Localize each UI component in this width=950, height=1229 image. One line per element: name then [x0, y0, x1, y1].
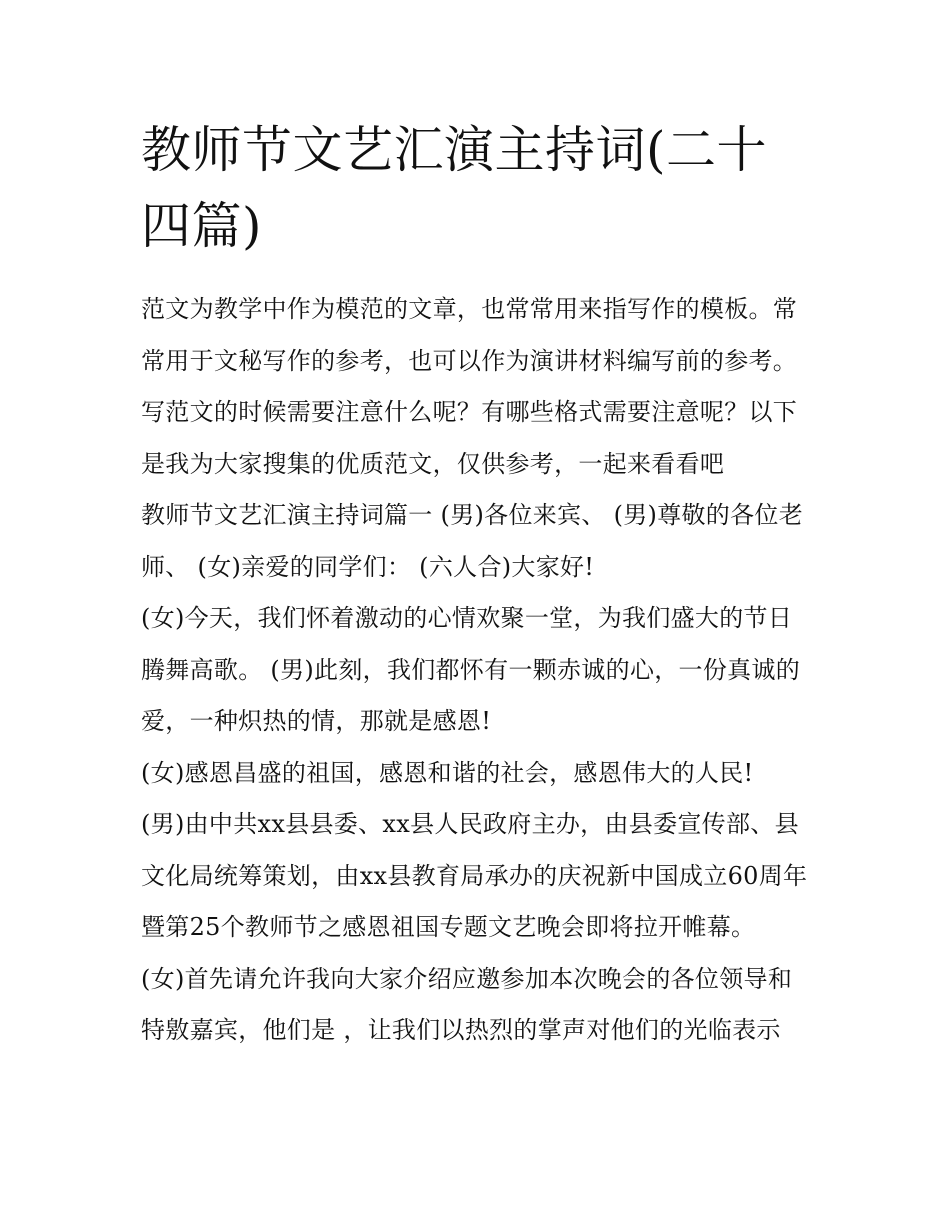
- document-title: 教师节文艺汇演主持词(二十四篇): [141, 121, 768, 255]
- paragraph-today: (女)今天，我们怀着激动的心情欢聚一堂，为我们盛大的节日腾舞高歌。 (男)此刻，我们都怀有一颗赤诚的心，一份真诚的爱，一种炽热的情，那就是感恩!: [141, 604, 801, 735]
- paragraph-organizers: (男)由中共xx县县委、xx县人民政府主办，由县委宣传部、县文化局统筹策划，由xx县教育局承办的庆祝新中国成立60周年暨第25个教师节之感恩祖国专题文艺晚会即将拉开帷幕。: [141, 810, 808, 941]
- paragraph-gratitude: (女)感恩昌盛的祖国，感恩和谐的社会，感恩伟大的人民!: [141, 758, 754, 787]
- document-page: [141, 112, 813, 1057]
- paragraph-intro: 范文为教学中作为模范的文章，也常常用来指写作的模板。常常用于文秘写作的参考，也可以作为演讲材料编写前的参考。写范文的时候需要注意什么呢？有哪些格式需要注意呢？以下是我为大家搜集的优质范文，仅供参考，一起来看看吧: [141, 295, 798, 478]
- document-body: [141, 284, 813, 1057]
- paragraph-guests: (女)首先请允许我向大家介绍应邀参加本次晚会的各位领导和特敫嘉宾，他们是 ，让我们以热烈的掌声对他们的光临表示: [141, 964, 793, 1044]
- paragraph-opening: 教师节文艺汇演主持词篇一 (男)各位来宾、 (男)尊敬的各位老师、 (女)亲爱的同学们： (六人合)大家好!: [141, 501, 804, 581]
